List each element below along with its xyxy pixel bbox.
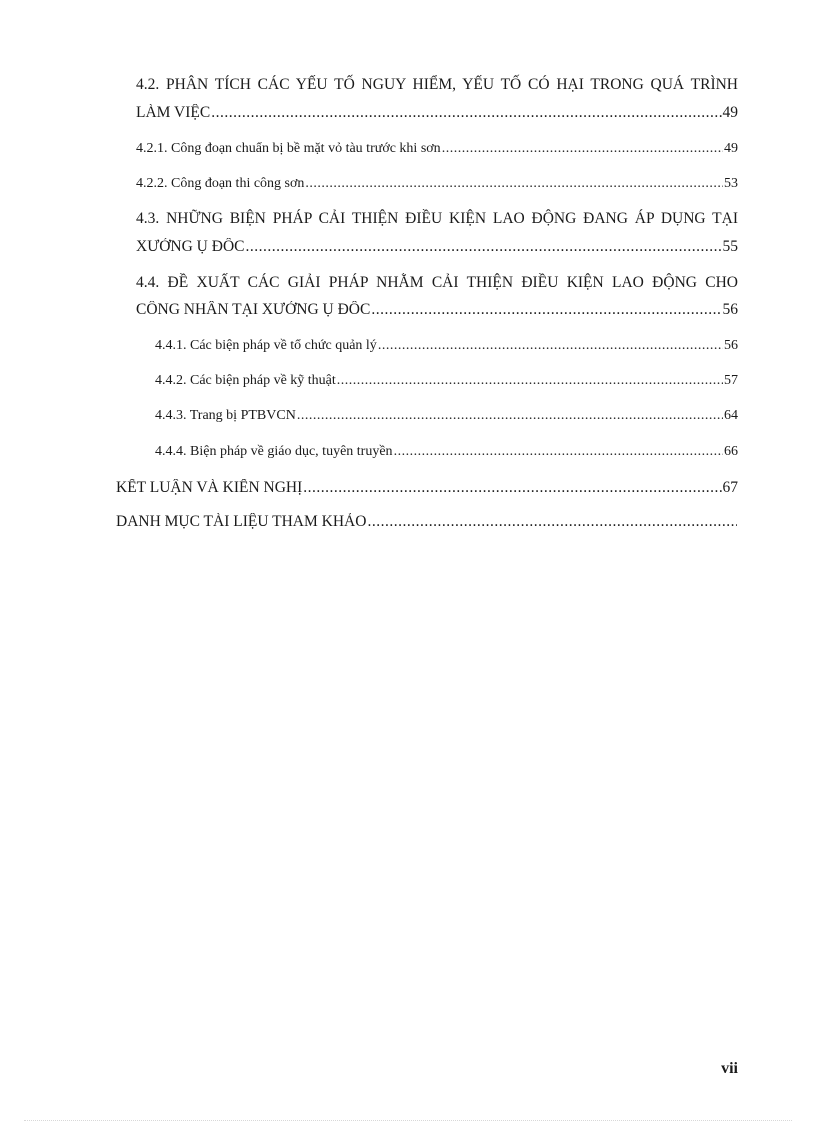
toc-entry-text: 4.2.2. Công đoạn thi công sơn bbox=[136, 176, 305, 191]
toc-entry-text: 4.4.4. Biện pháp về giáo dục, tuyên truyền bbox=[155, 444, 393, 459]
toc-entry-text: 4.4.3. Trang bị PTBVCN bbox=[155, 408, 296, 423]
toc-page-number: 64 bbox=[724, 408, 738, 423]
toc-entry-text: LÀM VIỆC bbox=[136, 104, 211, 121]
toc-page-number: 56 bbox=[722, 301, 738, 318]
toc-entry-4-3-line1[interactable]: 4.3. NHỮNG BIỆN PHÁP CẢI THIỆN ĐIỀU KIỆN LAO ĐỘNG ĐANG ÁP DỤNG TẠI bbox=[136, 210, 738, 227]
toc-page-number: 49 bbox=[722, 104, 738, 121]
toc-entry-references[interactable] bbox=[116, 513, 738, 531]
dot-leader bbox=[211, 104, 721, 122]
toc-entry-4-2-line2[interactable] bbox=[136, 104, 738, 122]
toc-entry-4-4-line2[interactable] bbox=[136, 301, 738, 319]
toc-entry-4-4-3[interactable] bbox=[155, 408, 738, 424]
toc-entry-4-4-1[interactable] bbox=[155, 338, 738, 354]
toc-entry-text: 4.4.2. Các biện pháp về kỹ thuật bbox=[155, 373, 336, 388]
toc-entry-text: CÔNG NHÂN TẠI XƯỞNG Ụ ĐỐC bbox=[136, 301, 371, 318]
dot-leader bbox=[245, 238, 721, 256]
toc-entry-text: 4.4.1. Các biện pháp về tổ chức quản lý bbox=[155, 338, 377, 353]
toc-page-number: 67 bbox=[722, 479, 738, 496]
toc-page-number: 56 bbox=[724, 338, 738, 353]
page-number: vii bbox=[721, 1060, 738, 1077]
dot-leader bbox=[337, 373, 723, 389]
toc-page-number: 57 bbox=[724, 373, 738, 388]
dot-leader bbox=[394, 444, 723, 460]
toc-entry-conclusion[interactable] bbox=[116, 479, 738, 497]
toc-entry-4-3-line2[interactable] bbox=[136, 238, 738, 256]
toc-entry-text: DANH MỤC TÀI LIỆU THAM KHẢO bbox=[116, 513, 367, 530]
toc-entry-4-4-4[interactable] bbox=[155, 444, 738, 460]
dot-leader bbox=[378, 338, 723, 354]
toc-page-number: 66 bbox=[724, 444, 738, 459]
toc-page-number: 53 bbox=[724, 176, 738, 191]
toc-entry-4-4-2[interactable] bbox=[155, 373, 738, 389]
toc-entry-4-2-line1[interactable]: 4.2. PHÂN TÍCH CÁC YẾU TỐ NGUY HIỂM, YẾU TỐ CÓ HẠI TRONG QUÁ TRÌNH bbox=[136, 76, 738, 93]
dot-leader bbox=[371, 301, 721, 319]
page-bottom-border bbox=[24, 1120, 792, 1121]
dot-leader bbox=[297, 408, 723, 424]
toc-entry-4-2-1[interactable] bbox=[136, 141, 738, 157]
toc-entry-text: 4.2.1. Công đoạn chuẩn bị bề mặt vỏ tàu trước khi sơn bbox=[136, 141, 441, 156]
toc-entry-4-4-line1[interactable]: 4.4. ĐỀ XUẤT CÁC GIẢI PHÁP NHẰM CẢI THIỆN ĐIỀU KIỆN LAO ĐỘNG CHO bbox=[136, 274, 738, 291]
toc-entry-text: KẾT LUẬN VÀ KIẾN NGHỊ bbox=[116, 479, 303, 496]
toc-entry-text: XƯỞNG Ụ ĐỐC bbox=[136, 238, 245, 255]
toc-page-number: 55 bbox=[722, 238, 738, 255]
toc-page-number: 49 bbox=[724, 141, 738, 156]
dot-leader bbox=[442, 141, 723, 157]
toc-entry-4-2-2[interactable] bbox=[136, 176, 738, 192]
dot-leader bbox=[303, 479, 721, 497]
dot-leader bbox=[305, 176, 723, 192]
dot-leader bbox=[367, 513, 737, 531]
